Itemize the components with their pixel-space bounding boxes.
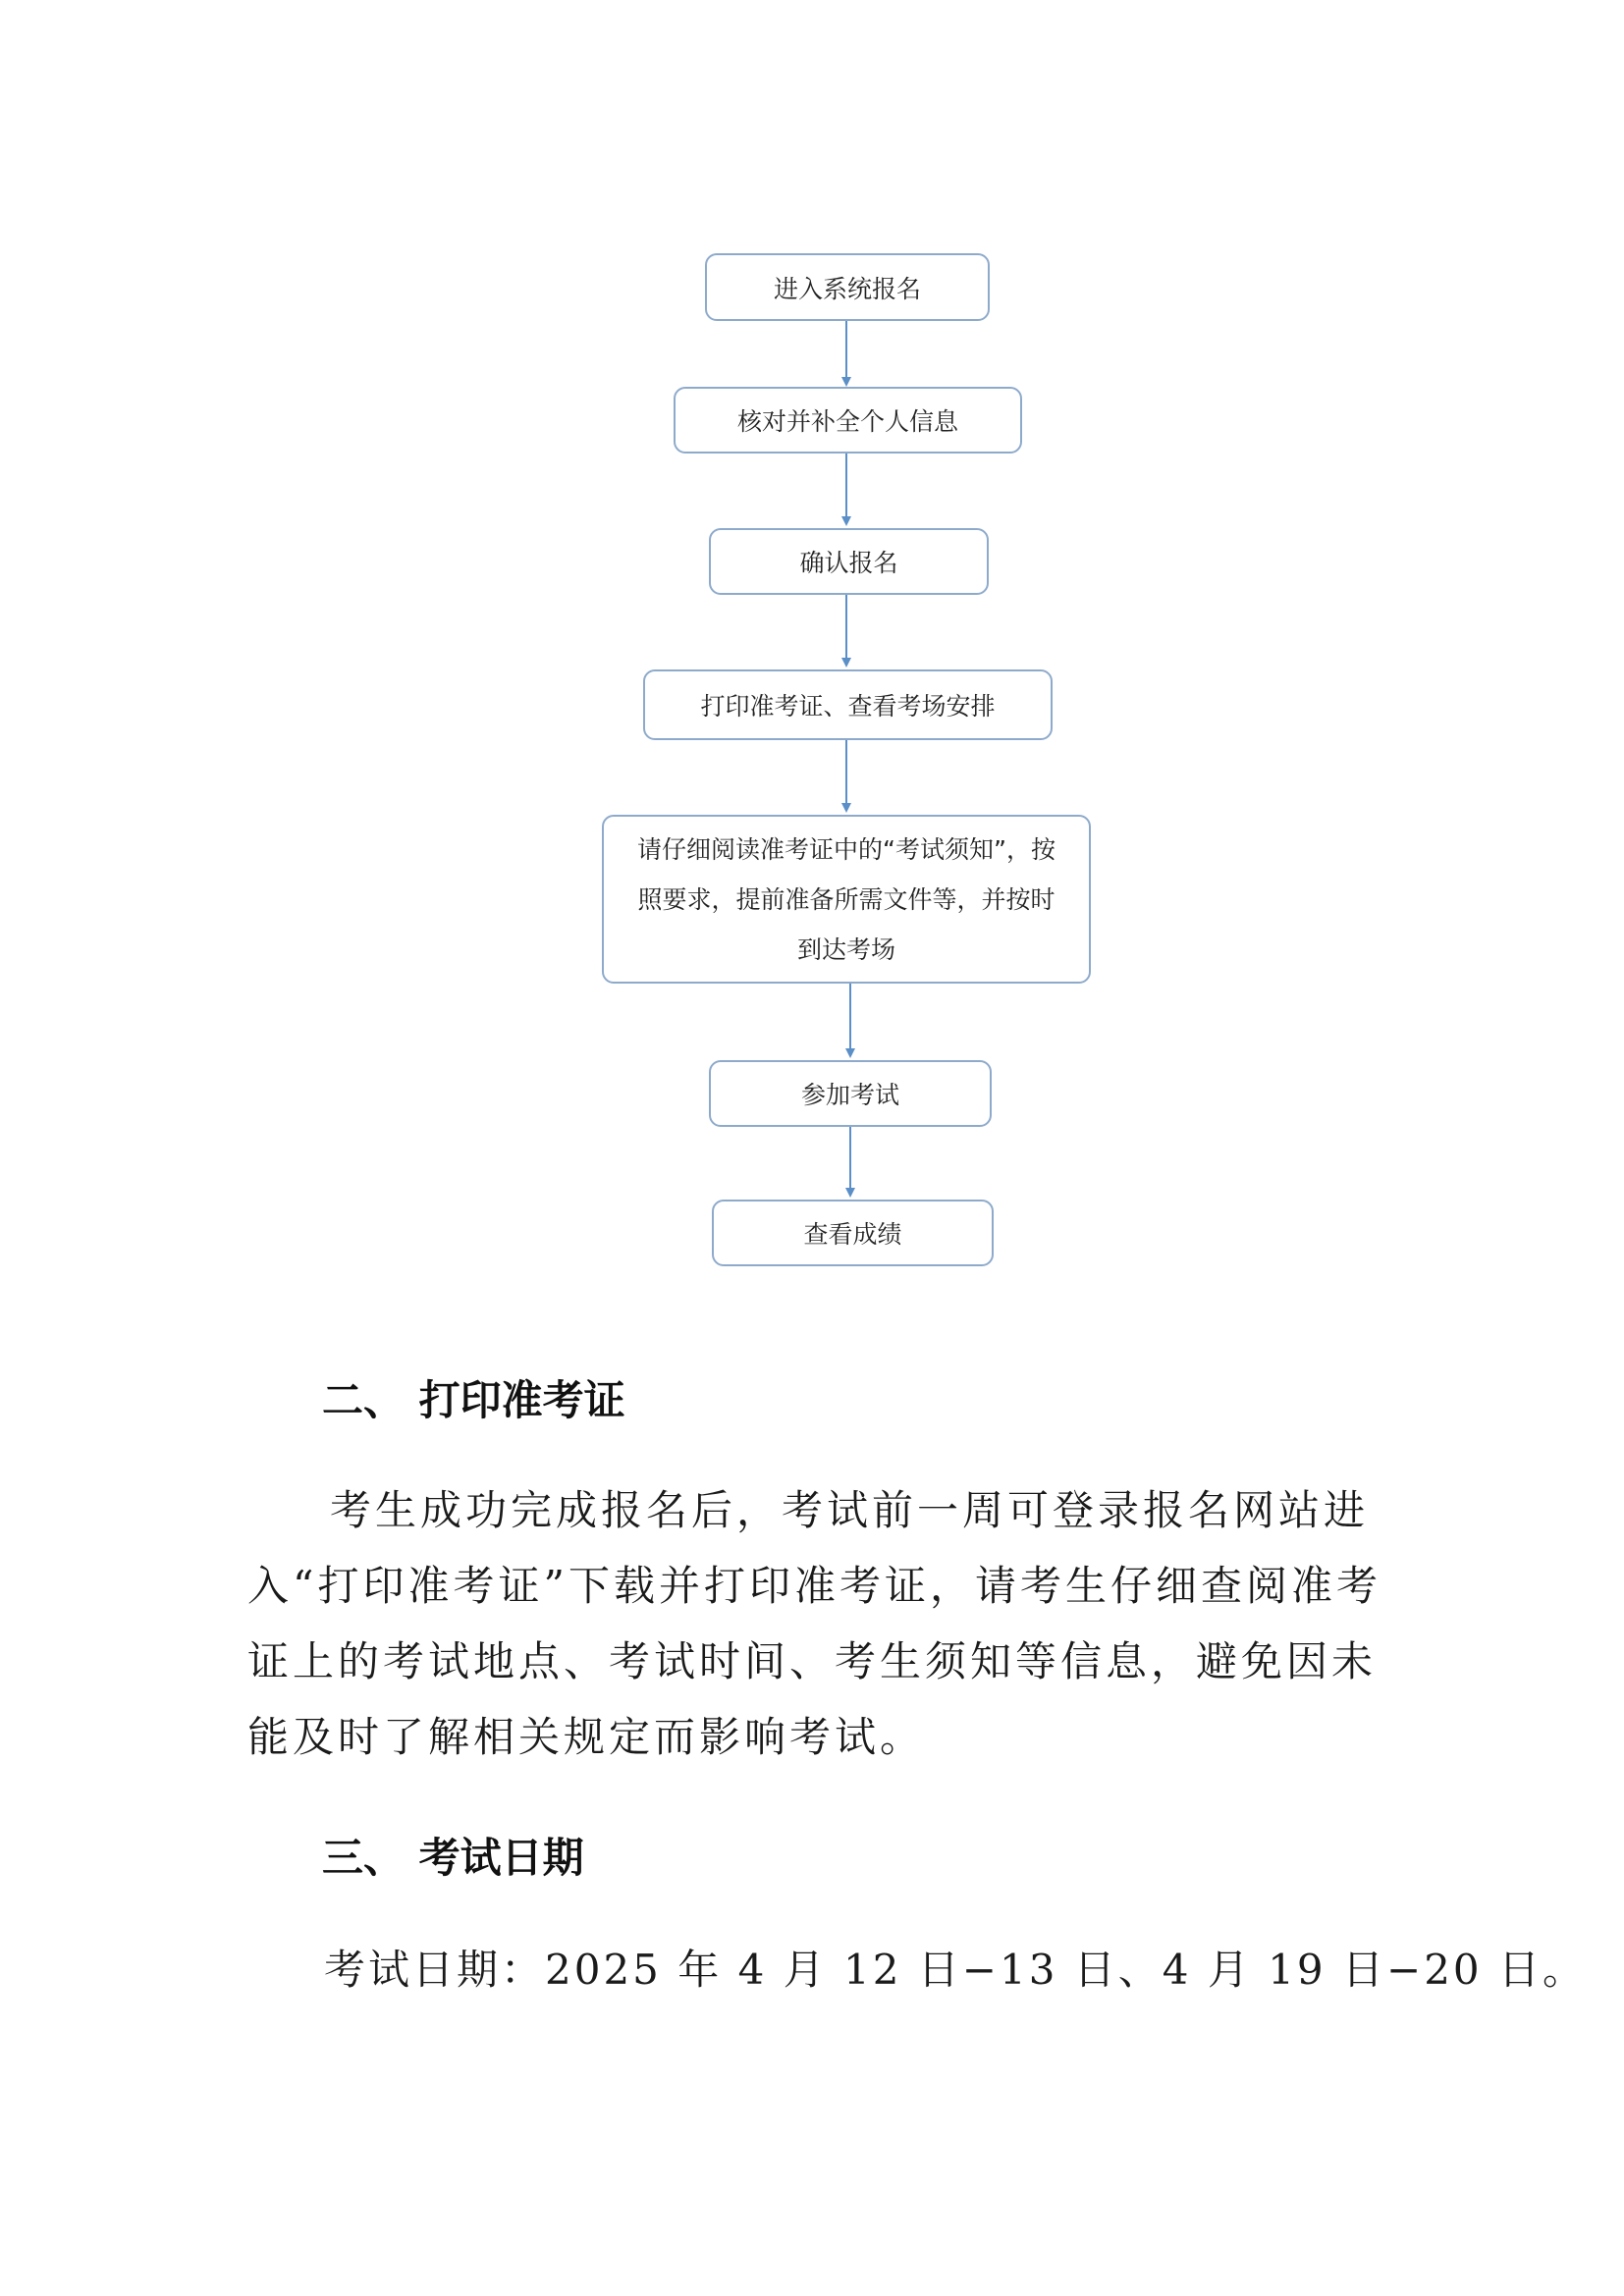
- flow-step-label: 打印准考证、查看考场安排: [700, 692, 996, 721]
- flow-step-read-notice: [602, 815, 1091, 984]
- flow-step-register: [705, 253, 990, 321]
- flow-step-verify-info: [674, 387, 1022, 454]
- flow-step-take-exam: [709, 1060, 992, 1127]
- flow-step-label: 进入系统报名: [773, 274, 921, 303]
- flow-step-label: 查看成绩: [803, 1220, 902, 1249]
- flow-step-confirm: [709, 528, 989, 595]
- flow-step-check-score: [712, 1200, 994, 1266]
- section-body-print-ticket: 考生成功完成报名后，考试前一周可登录报名网站进入“打印准考证”下载并打印准考证，请考生仔细查阅准考证上的考试地点、考试时间、考生须知等信息，避免因未能及时了解相关规定而影响考试。: [247, 1486, 1381, 1761]
- section-heading-print-ticket: 二、 打印准考证: [322, 1376, 625, 1424]
- flow-step-label: 请仔细阅读准考证中的“考试须知”，按照要求，提前准备所需文件等，并按时到达考场: [637, 834, 1056, 964]
- flow-step-label: 确认报名: [799, 549, 898, 577]
- flow-step-label: 核对并补全个人信息: [736, 407, 958, 436]
- section-heading-exam-date: 三、 考试日期: [322, 1834, 584, 1882]
- section-body-exam-date: 考试日期：2025 年 4 月 12 日−13 日、4 月 19 日−20 日。: [324, 1946, 1587, 1994]
- flow-step-print-ticket: [643, 669, 1053, 740]
- flow-step-label: 参加考试: [800, 1081, 899, 1109]
